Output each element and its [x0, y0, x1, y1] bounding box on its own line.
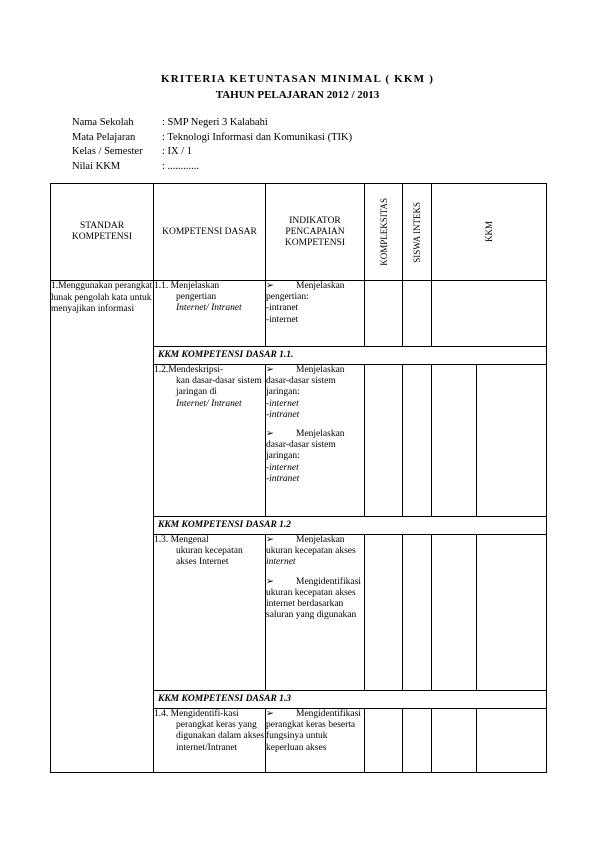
kkm-cell	[477, 365, 547, 517]
info-row-kkm	[72, 160, 352, 175]
header-kompetensi: KOMPETENSI DASAR	[154, 184, 266, 281]
kkm-cell	[432, 709, 477, 773]
kkm-cell	[477, 709, 547, 773]
siswa-inteks-cell	[403, 281, 432, 347]
kd-cell: 1.3. Mengenal ukuran kecepatan akses Internet	[154, 535, 266, 691]
info-row-school	[72, 116, 352, 131]
header-indikator: INDIKATOR PENCAPAIAN KOMPETENSI	[266, 184, 365, 281]
table-header-row	[51, 184, 547, 281]
arrow-bullet-icon: ➢	[266, 709, 274, 719]
document-title: KRITERIA KETUNTASAN MINIMAL ( KKM )	[160, 73, 435, 85]
arrow-bullet-icon: ➢	[266, 429, 274, 440]
kkm-cell	[432, 365, 477, 517]
header-siswa-inteks: SISWA INTEKS	[403, 184, 432, 281]
indicator-cell: ➢ Menjelaskan dasar-dasar sistem jaringan: -internet -intranet ➢ Menjelaskan dasar-dasar sistem jaringan: -internet -intranet	[266, 365, 365, 517]
kompleksitas-cell	[365, 535, 403, 691]
kompleksitas-cell	[365, 709, 403, 773]
kd-cell: 1.2.Mendeskripsi- kan dasar-dasar sistem jaringan di Internet/ Intranet	[154, 365, 266, 517]
header-kompleksitas: KOMPLEKSITAS	[365, 184, 403, 281]
indicator-cell: ➢ Menjelaskan ukuran kecepatan akses internet ➢ Mengidentifikasi ukuran kecepatan akses internet berdasarkan saluran yang digunakan	[266, 535, 365, 691]
arrow-bullet-icon: ➢	[266, 576, 274, 587]
siswa-inteks-cell	[403, 709, 432, 773]
arrow-bullet-icon: ➢	[266, 281, 274, 291]
info-label: Kelas / Semester	[72, 146, 143, 157]
kompleksitas-cell	[365, 281, 403, 347]
table-row	[51, 281, 547, 347]
kd-cell: 1.4. Mengidentifi-kasi perangkat keras yang digunakan dalam akses internet/Intranet	[154, 709, 266, 773]
info-value: : SMP Negeri 3 Kalabahi	[162, 117, 268, 128]
arrow-bullet-icon: ➢	[266, 365, 274, 375]
indicator-cell: ➢ Menjelaskan pengertian: -intranet -internet	[266, 281, 365, 347]
kkm-cell	[477, 535, 547, 691]
subtotal-label: KKM KOMPETENSI DASAR 1.2	[154, 517, 547, 535]
info-label: Nama Sekolah	[72, 117, 134, 128]
arrow-bullet-icon: ➢	[266, 535, 274, 545]
info-label: Nilai KKM	[72, 160, 121, 172]
siswa-inteks-cell	[403, 365, 432, 517]
kkm-cell	[432, 535, 477, 691]
info-value: : ............	[162, 160, 200, 172]
header-kkm: KKM	[432, 184, 547, 281]
info-row-subject	[72, 131, 352, 146]
header-standar: STANDAR KOMPETENSI	[51, 184, 154, 281]
info-value: : IX / 1	[162, 146, 193, 157]
kkm-table	[50, 183, 547, 773]
subtotal-label: KKM KOMPETENSI DASAR 1.1.	[154, 347, 547, 365]
info-row-class	[72, 145, 352, 160]
subtotal-label: KKM KOMPETENSI DASAR 1.3	[154, 691, 547, 709]
school-info	[72, 116, 352, 174]
kompleksitas-cell	[365, 365, 403, 517]
siswa-inteks-cell	[403, 535, 432, 691]
info-value: : Teknologi Informasi dan Komunikasi (TIK)	[162, 131, 353, 143]
kd-cell: 1.1. Menjelaskan pengertian Internet/ Intranet	[154, 281, 266, 347]
document-subtitle: TAHUN PELAJARAN 2012 / 2013	[215, 89, 380, 101]
info-label: Mata Pelajaran	[72, 131, 136, 143]
kkm-cell	[432, 281, 547, 347]
standar-kompetensi-cell: 1.Menggunakan perangkat lunak pengolah kata untuk menyajikan informasi	[51, 281, 154, 773]
indicator-cell: ➢ Mengidentifikasi perangkat keras beserta fungsinya untuk keperluan akses	[266, 709, 365, 773]
